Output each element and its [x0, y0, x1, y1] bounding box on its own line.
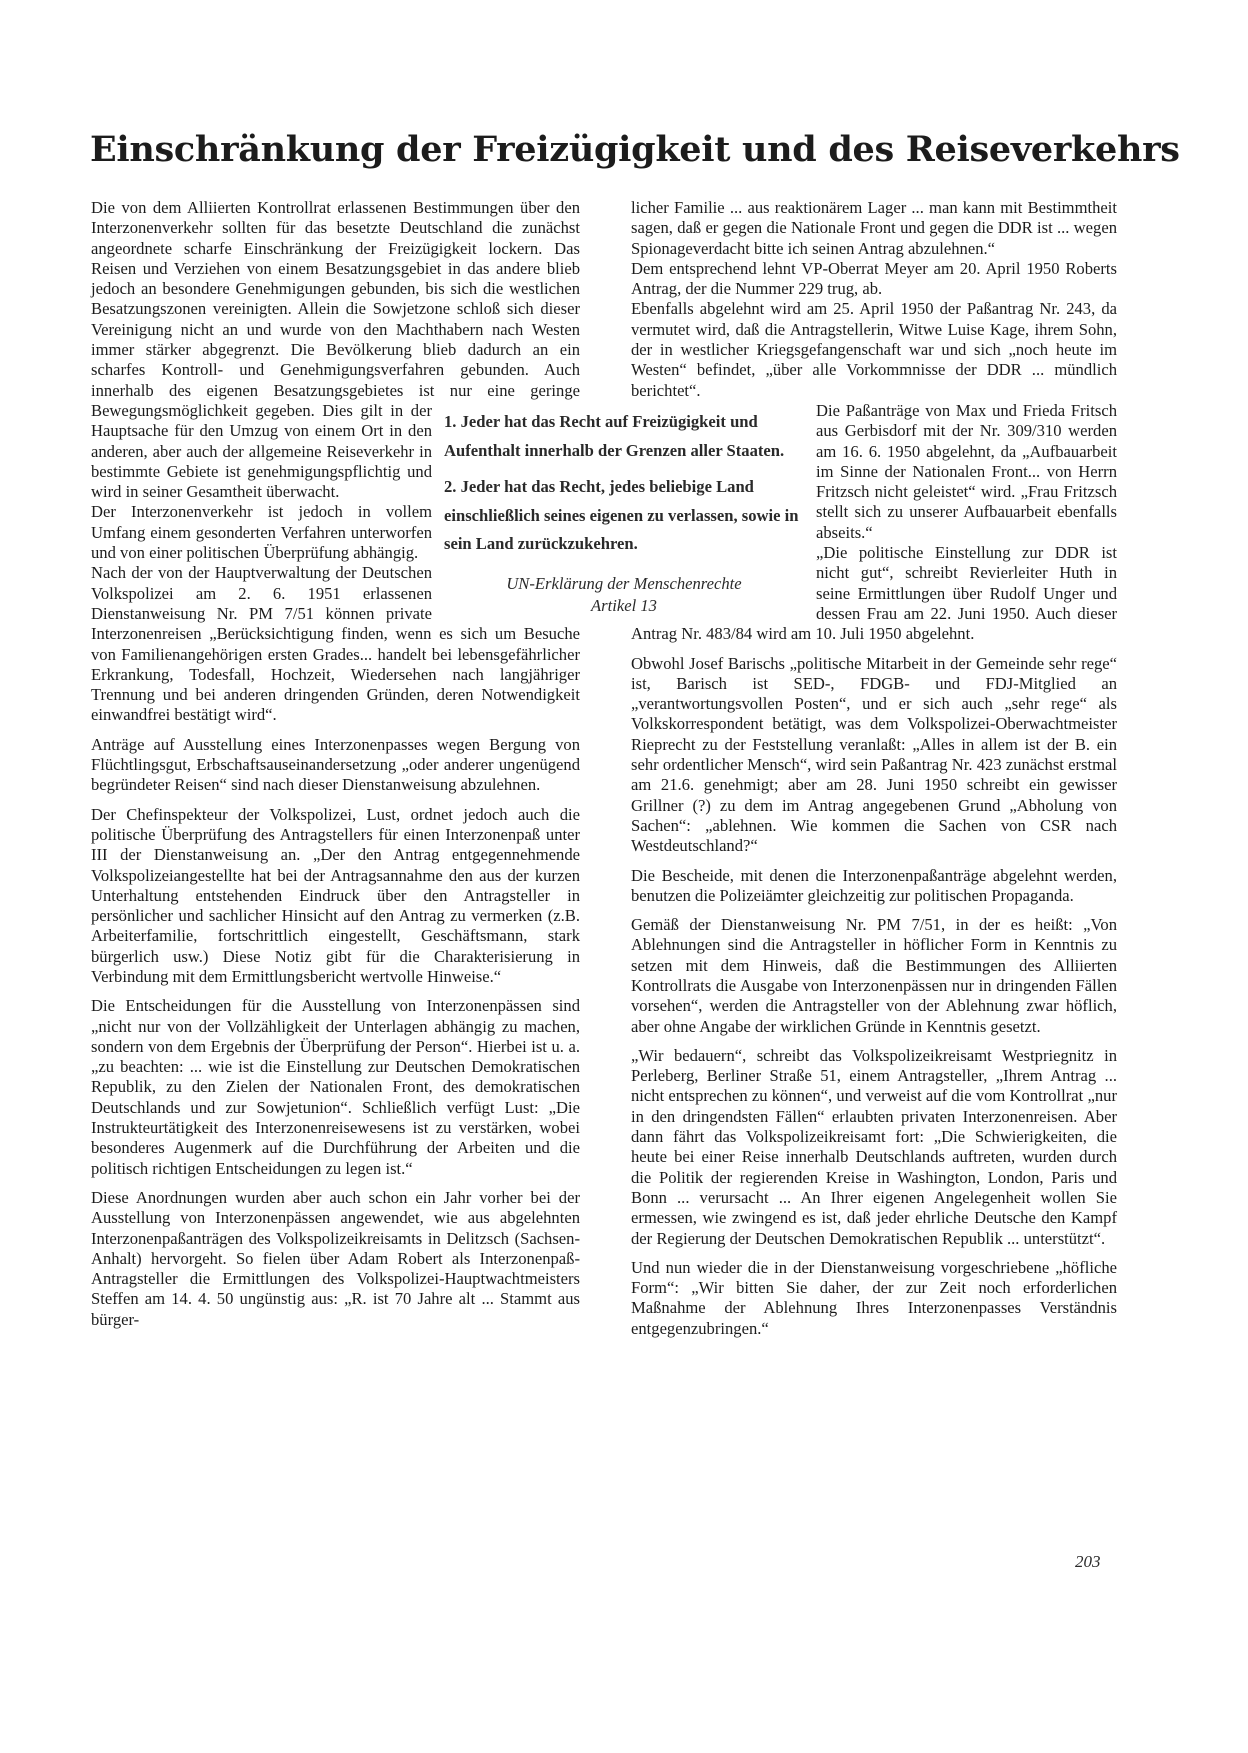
- paragraph: Dem entsprechend lehnt VP-Oberrat Meyer am 20. April 1950 Roberts Antrag, der die Nummer 229 trug, ab.: [631, 258, 1117, 299]
- paragraph: Die Entscheidungen für die Ausstellung von Interzonenpässen sind „nicht nur von der Vollzähligkeit der Unterlagen abhängig zu machen, sondern von dem Ergebnis der Überprüfung der Person“. Hierbei ist u. a. „zu beachten: ... wie ist die Einstellung zur Deutschen Demokratischen Republik, zu den Zielen der Nationalen Front, des demokratischen Deutschlands und zur Sowjetunion“. Schließlich verfügt Lust: „Die Instrukteurtätigkeit des Interzonenreisewesens ist zu verstärken, wobei besonderes Augenmerk auf die Durchführung der Arbeiten und die politisch richtigen Entscheidungen zu legen ist.“: [91, 996, 580, 1178]
- paragraph: Obwohl Josef Barischs „politische Mitarbeit in der Gemeinde sehr rege“ ist, Barisch ist SED-, FDGB- und FDJ-Mitglied an „verantwortungsvollen Posten“, und er sich auch „sehr rege“ als Volkskorrespondent betätigt, was dem Volkspolizei-Oberwachtmeister Rieprecht zu der Feststellung veranlaßt: „Alles in allem ist der B. ein sehr ordentlicher Mensch“, wird sein Paßantrag Nr. 423 zunächst erstmal am 21.6. genehmigt; aber am 28. Juni 1950 schreibt ein gewisser Grillner (?) zu dem im Antrag angegebenen Grund „Abholung von Sachen“: „ablehnen. Wie kommen die Sachen von CSR nach Westdeutschland?“: [631, 653, 1117, 856]
- paragraph: „Wir bedauern“, schreibt das Volkspolizeikreisamt Westpriegnitz in Perleberg, Berliner Straße 51, einem Antragsteller, „Ihrem Antrag ... nicht entsprechen zu können“, und verweist auf die vom Kontrollrat „nur in den dringendsten Fällen“ erlaubten privaten Interzonenreisen. Aber dann fährt das Volkspolizeikreisamt fort: „Die Schwierigkeiten, die heute bei einer Reise innerhalb Deutschlands auftreten, wurden durch die Politik der regierenden Kreise in Washington, London, Paris und Bonn ... verursacht ... An Ihrer eigenen Angelegenheit wollen Sie ermessen, wie zwingend es ist, daß jeder ehrliche Deutsche den Kampf der Regierung der Deutschen Demokratischen Republik ... unterstützt“.: [631, 1045, 1117, 1248]
- paragraph: Die Paßanträge von Max und Frieda Fritsch aus Gerbisdorf mit der Nr. 309/310 werden am 16. 6. 1950 abgelehnt, da „Aufbauarbeit im Sinne der Nationalen Front... von Herrn Fritzsch nicht geleistet“ wird. „Frau Fritzsch stellt sich zu unserer Aufbauarbeit ebenfalls abseits.“: [816, 400, 1117, 542]
- paragraph: Ebenfalls abgelehnt wird am 25. April 1950 der Paßantrag Nr. 243, da vermutet wird, daß die Antragstellerin, Witwe Luise Kage, ihrem Sohn, der in westlicher Kriegsgefangenschaft war und sich „noch heute im Westen“ befindet, „über alle Vorkommnisse der DDR ... mündlich berichtet“.: [631, 299, 1117, 400]
- paragraph: Gemäß der Dienstanweisung Nr. PM 7/51, in der es heißt: „Von Ablehnungen sind die Antragsteller in höflicher Form in Kenntnis zu setzen mit dem Hinweis, daß die Bestimmungen des Alliierten Kontrollrats die Ausgabe von Interzonenpässen nur in dringenden Fällen vorsehen“, werden die Antragsteller von der Ablehnung zwar höflich, aber ohne Angabe der wirklichen Gründe in Kenntnis gesetzt.: [631, 915, 1117, 1036]
- paragraph: Nach der von der Hauptverwaltung der Deutschen Volkspolizei am 2. 6. 1951 erlassenen Dienstanweisung Nr. PM 7/51 können private Interzonenreisen „Berücksichtigung finden, wenn es sich um Besuche von Familienangehörigen ersten Grades... handelt bei lebensgefährlicher Erkrankung, Todesfall, Hochzeit, Wiedersehen nach langjähriger Trennung und bei anderen dringenden Gründen, deren Notwendigkeit einwandfrei bestätigt wird“.: [91, 563, 580, 725]
- paragraph: Der Chefinspekteur der Volkspolizei, Lust, ordnet jedoch auch die politische Überprüfung des Antragstellers für einen Interzonenpaß unter III der Dienstanweisung an. „Der den Antrag entgegennehmende Volkspolizeiangestellte hat bei der Antragsannahme den aus der kurzen Unterhaltung entstehenden Eindruck über den Antragsteller in persönlicher und sachlicher Hinsicht auf den Antrag zu vermerken (z.B. Arbeiterfamilie, fortschrittlich eingestellt, Geschäftsmann, stark bürgerlich usw.) Diese Notiz gibt für die Charakterisierung in Verbindung mit dem Ermittlungsbericht wertvolle Hinweise.“: [91, 804, 580, 986]
- paragraph: Der Interzonenverkehr ist jedoch in vollem Umfang einem gesonderten Verfahren unterworfen und von einer politischen Überprüfung abhängig.: [91, 502, 432, 563]
- source-title: UN-Erklärung der Menschenrechte: [506, 573, 742, 593]
- page-number: 203: [1075, 1552, 1101, 1571]
- paragraph: Die Bescheide, mit denen die Interzonenpaßanträge abgelehnt werden, benutzen die Polizeiämter gleichzeitig zur politischen Propaganda.: [631, 865, 1117, 905]
- paragraph: Und nun wieder die in der Dienstanweisung vorgeschriebene „höfliche Form“: „Wir bitten Sie daher, der zur Zeit noch erforderlichen Maßnahme der Ablehnung Ihres Interzonenpasses Verständnis entgegenzubringen.“: [631, 1257, 1117, 1338]
- paragraph: Anträge auf Ausstellung eines Interzonenpasses wegen Bergung von Flüchtlingsgut, Erbschaftsauseinandersetzung „oder anderer ungenügend begründeter Reisen“ sind nach dieser Dienstanweisung abzulehnen.: [91, 734, 580, 795]
- inset-wrap-spacer: [631, 402, 816, 619]
- paragraph: „Die politische Einstellung zur DDR ist nicht gut“, schreibt Revierleiter Huth in seine Ermittlungen über Rudolf Unger und dessen Frau am 22. Juni 1950. Auch dieser Antrag Nr. 483/84 wird am 10. Juli 1950 abgelehnt.: [631, 543, 1117, 644]
- paragraph: Diese Anordnungen wurden aber auch schon ein Jahr vorher bei der Ausstellung von Interzonenpässen angewendet, wie aus abgelehnten Interzonenpaßanträgen des Volkspolizeikreisamts in Delitzsch (Sachsen-Anhalt) hervorgeht. So fielen über Adam Robert als Interzonenpaß-Antragsteller die Ermittlungen des Volkspolizei-Hauptwachtmeisters Steffen am 14. 4. 50 ungünstig aus: „R. ist 70 Jahre alt ... Stammt aus bürger-: [91, 1187, 580, 1329]
- article-clause-1: 1. Jeder hat das Recht auf Freizügigkeit und Aufenthalt innerhalb der Grenzen aller Staaten.: [444, 412, 785, 460]
- source-article: Artikel 13: [591, 595, 657, 615]
- left-column: [91, 198, 580, 1330]
- article-clause-2: 2. Jeder hat das Recht, jedes beliebige Land einschließlich seines eigenen zu verlassen, sowie in sein Land zurückzukehren.: [444, 477, 799, 553]
- right-column: [631, 198, 1117, 1348]
- paragraph: Die von dem Alliierten Kontrollrat erlassenen Bestimmungen über den Interzonenverkehr sollten für das besetzte Deutschland die zunächst angeordnete scharfe Einschränkung der Freizügigkeit lockern. Das Reisen und Verziehen von einem Besatzungsgebiet in das andere blieb jedoch an besondere Genehmigungen gebunden, bis sich die westlichen Besatzungszonen vereinigten. Allein die Sowjetzone schloß sich dieser Vereinigung nicht an und wurde von den Machthabern nach Westen immer stärker abgegrenzt. Die Bevölkerung blieb dadurch an ein scharfes Kontroll- und Genehmigungsverfahren gebunden. Auch innerhalb des eigenen Besatzungsgebietes ist nur eine geringe Bewegungsmöglichkeit gegeben. Dies gilt in der Hauptsache für den Umzug von einem Ort in den anderen, aber auch der allgemeine Reiseverkehr in bestimmte Gebiete ist genehmigungspflichtig und wird in seiner Gesamtheit überwacht.: [91, 198, 580, 502]
- page-title: Einschränkung der Freizügigkeit und des Reiseverkehrs: [90, 129, 1180, 170]
- paragraph: licher Familie ... aus reaktionärem Lager ... man kann mit Bestimmtheit sagen, daß er gegen die Nationale Front und gegen die DDR ist ... wegen Spionageverdacht bitte ich seinen Antrag abzulehnen.“: [631, 198, 1117, 258]
